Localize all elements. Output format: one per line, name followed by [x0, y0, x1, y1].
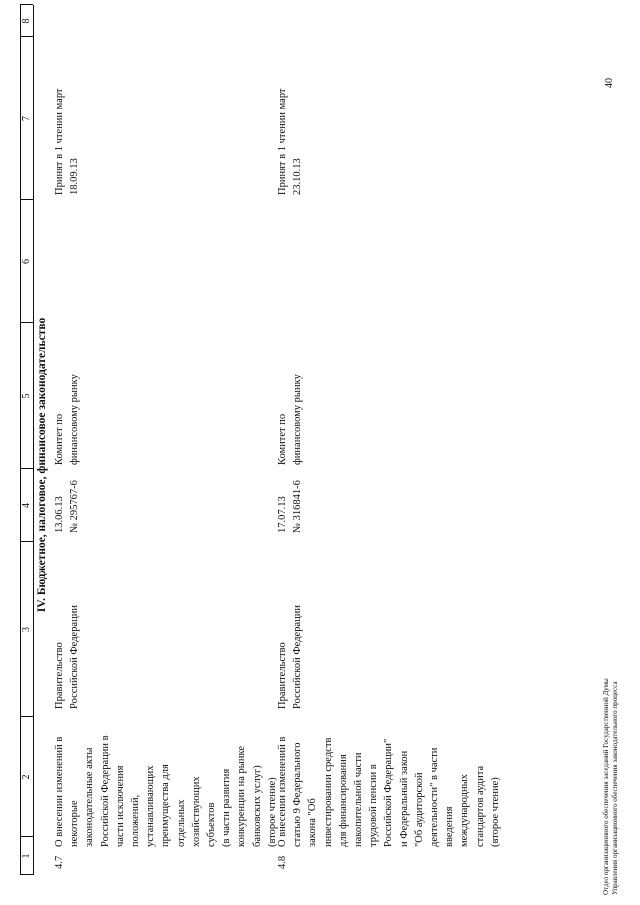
row-number: 4.7 [54, 855, 65, 869]
header-bottom-line [33, 5, 34, 875]
bill-title-line: устанавливающих [145, 765, 157, 847]
col-header-6: 6 [21, 259, 32, 264]
page-number: 40 [604, 78, 615, 88]
committee-line: Комитет по [277, 413, 288, 465]
col-header-2: 2 [21, 774, 32, 780]
bill-title-line: стандартов аудита [474, 765, 486, 847]
initiator-line: Правительство [277, 642, 288, 709]
bill-title-line: (второе чтение) [489, 777, 501, 847]
bill-title-line: Российской Федерации в [99, 735, 111, 847]
col-header-3: 3 [21, 627, 32, 632]
committee-line: финансовому рынку [292, 374, 304, 465]
bill-title-line: хозяйствующих [190, 776, 202, 847]
bill-title-line: Российской Федерации" [383, 738, 395, 847]
committee-line: финансовому рынку [69, 374, 81, 465]
registration-line: № 316841-6 [292, 480, 304, 533]
col-header-7: 7 [21, 116, 32, 121]
bill-title-line: субъектов [206, 802, 217, 847]
col-header-8: 8 [21, 18, 32, 24]
bill-title-line: статью 9 Федерального [292, 742, 304, 847]
bill-title-line: введения [444, 806, 456, 847]
bill-title-line: (второе чтение) [266, 777, 278, 847]
footer-line-2: Управления организационного обеспечения законодательного процесса [611, 681, 619, 895]
bill-title-line: части исключения [114, 765, 126, 847]
bill-title-line: международных [459, 774, 471, 847]
col-header-1: 1 [21, 853, 32, 859]
section-title: IV. Бюджетное, налоговое, финансовое законодательство [36, 317, 48, 613]
status-line: 18.09.13 [69, 158, 81, 195]
bill-title-line: преимущества для [160, 764, 172, 847]
status-line: Принят в 1 чтении март [54, 88, 65, 195]
bill-title-line: конкуренции на рынке [236, 746, 248, 847]
bill-title-line: инвестировании средств [322, 737, 334, 847]
registration-line: 13.06.13 [54, 496, 65, 533]
col-header-5: 5 [21, 393, 32, 399]
bill-title-line: для финансирования [337, 754, 349, 847]
bill-title-line: и Федеральный закон [398, 750, 410, 847]
bill-title-line: (в части развития [221, 768, 233, 847]
col-header-4: 4 [21, 503, 32, 508]
registration-line: 17.07.13 [277, 496, 288, 533]
initiator-line: Российской Федерации [292, 605, 304, 709]
bill-title-line: О внесении изменений в [54, 736, 65, 847]
bill-title-line: накопительной части [353, 752, 364, 847]
bill-title-line: закона "Об [307, 798, 319, 847]
initiator-line: Российской Федерации [69, 605, 81, 709]
status-line: 23.10.13 [292, 158, 304, 195]
bill-title-line: положений, [130, 794, 141, 847]
footer-line-1: Отдел организационного обеспечения заседаний Государственной Думы [602, 678, 610, 895]
bill-title-line: законодательные акты [84, 747, 96, 847]
bill-title-line: отдельных [175, 799, 187, 847]
bill-title-line: О внесении изменений в [277, 736, 288, 847]
status-line: Принят в 1 чтении март [277, 88, 288, 195]
bill-title-line: "Об аудиторской [413, 772, 425, 847]
committee-line: Комитет по [54, 413, 65, 465]
row-number: 4.8 [277, 855, 288, 869]
bill-title-line: некоторые [69, 800, 81, 847]
initiator-line: Правительство [54, 642, 65, 709]
bill-title-line: банковских услуг) [251, 765, 263, 847]
bill-title-line: деятельности" в части [429, 747, 440, 847]
registration-line: № 295767-6 [69, 480, 81, 533]
bill-title-line: трудовой пенсии в [368, 764, 380, 847]
